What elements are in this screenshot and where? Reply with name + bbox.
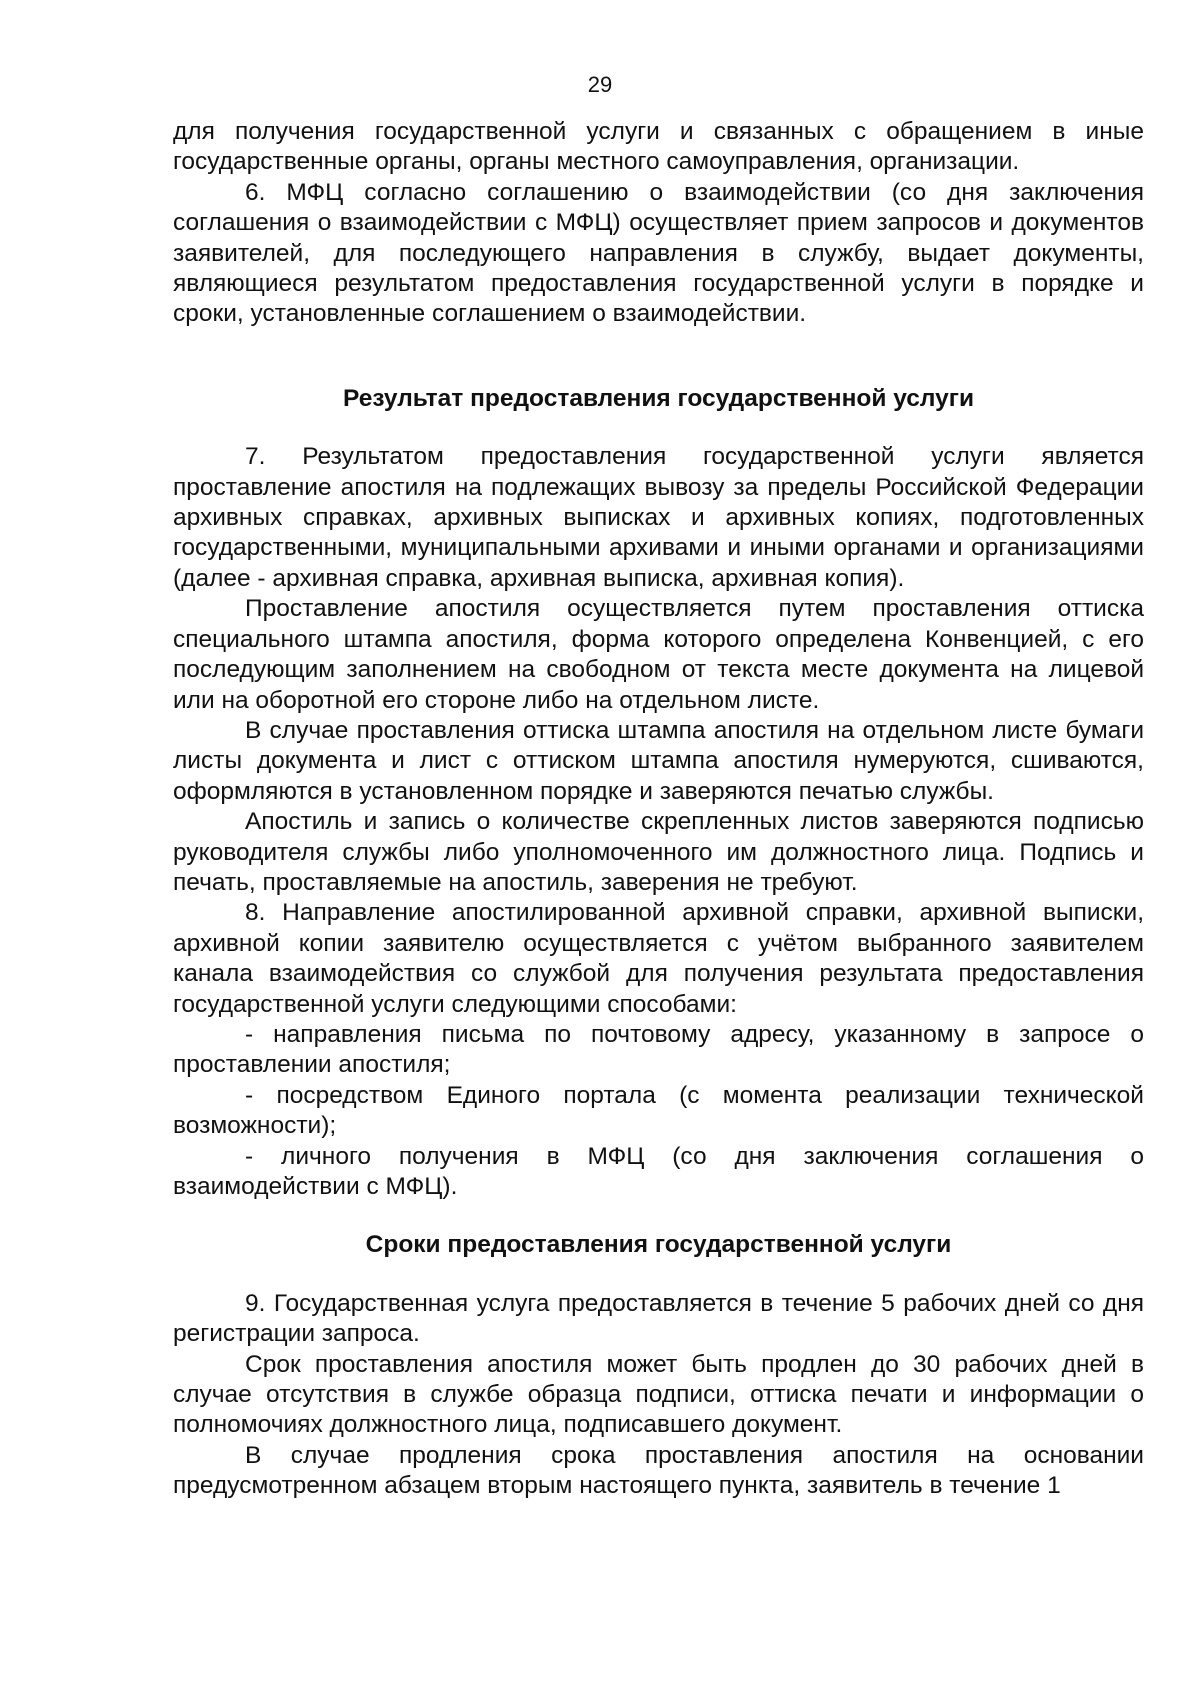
paragraph-extension: Срок проставления апостиля может быть продлен до 30 рабочих дней в случае отсутствия в службе образца подписи, оттиска печати и информации о полномочиях должностного лица, подписавшего документ. <box>173 1350 1144 1439</box>
document-body <box>173 117 1144 1502</box>
list-item-mail: - направления письма по почтовому адресу, указанному в запросе о проставлении апостиля; <box>173 1020 1144 1079</box>
spacer <box>173 1261 1144 1289</box>
paragraph-item-7: 7. Результатом предоставления государственной услуги является проставление апостиля на подлежащих вывозу за пределы Российской Федерации архивных справках, архивных выписках и архивных копиях, подготовленных государственными, муниципальными архивами и иными органами и организациями (далее - архивная справка, архивная выписка, архивная копия). <box>173 443 1144 592</box>
paragraph-apostille-procedure: Проставление апостиля осуществляется путем проставления оттиска специального штампа апостиля, форма которого определена Конвенцией, с его последующим заполнением на свободном от текста месте документа на лицевой или на оборотной его стороне либо на отдельном листе. <box>173 595 1144 714</box>
spacer <box>173 1202 1144 1230</box>
list-item-mfc: - личного получения в МФЦ (со дня заключения соглашения о взаимодействии с МФЦ). <box>173 1142 1144 1200</box>
page-number: 29 <box>587 72 613 97</box>
spacer <box>173 414 1144 442</box>
paragraph-item-8: 8. Направление апостилированной архивной справки, архивной выписки, архивной копии заявителю осуществляется с учётом выбранного заявителем канала взаимодействия со службой для получения результата предоставления государственной услуги следующими способами: <box>173 899 1144 1018</box>
paragraph-item-6: 6. МФЦ согласно соглашению о взаимодействии (со дня заключения соглашения о взаимодействии с МФЦ) осуществляет прием запросов и документов заявителей, для последующего направления в службу, выдает документы, являющиеся результатом предоставления государственной услуги в порядке и сроки, установленные соглашением о взаимодействии. <box>173 178 1144 328</box>
paragraph-continuation: для получения государственной услуги и связанных с обращением в иные государственные органы, органы местного самоуправления, организации. <box>173 118 1144 176</box>
spacer <box>173 330 1144 384</box>
list-item-portal: - посредством Единого портала (с момента реализации технической возможности); <box>173 1081 1144 1140</box>
paragraph-separate-sheet: В случае проставления оттиска штампа апостиля на отдельном листе бумаги листы документа и лист с оттиском штампа апостиля нумеруются, сшиваются, оформляются в установленном порядке и заверяются печатью службы. <box>173 716 1144 805</box>
paragraph-certification: Апостиль и запись о количестве скрепленных листов заверяются подписью руководителя службы либо уполномоченного им должностного лица. Подпись и печать, проставляемые на апостиль, заверения не требуют. <box>173 808 1144 896</box>
section-title-terms: Сроки предоставления государственной услуги <box>365 1231 952 1259</box>
paragraph-extension-case: В случае продления срока проставления апостиля на основании предусмотренном абзацем вторым настоящего пункта, заявитель в течение 1 <box>173 1441 1144 1500</box>
paragraph-item-9: 9. Государственная услуга предоставляется в течение 5 рабочих дней со дня регистрации запроса. <box>173 1289 1144 1348</box>
section-title-result: Результат предоставления государственной услуги <box>342 384 975 412</box>
